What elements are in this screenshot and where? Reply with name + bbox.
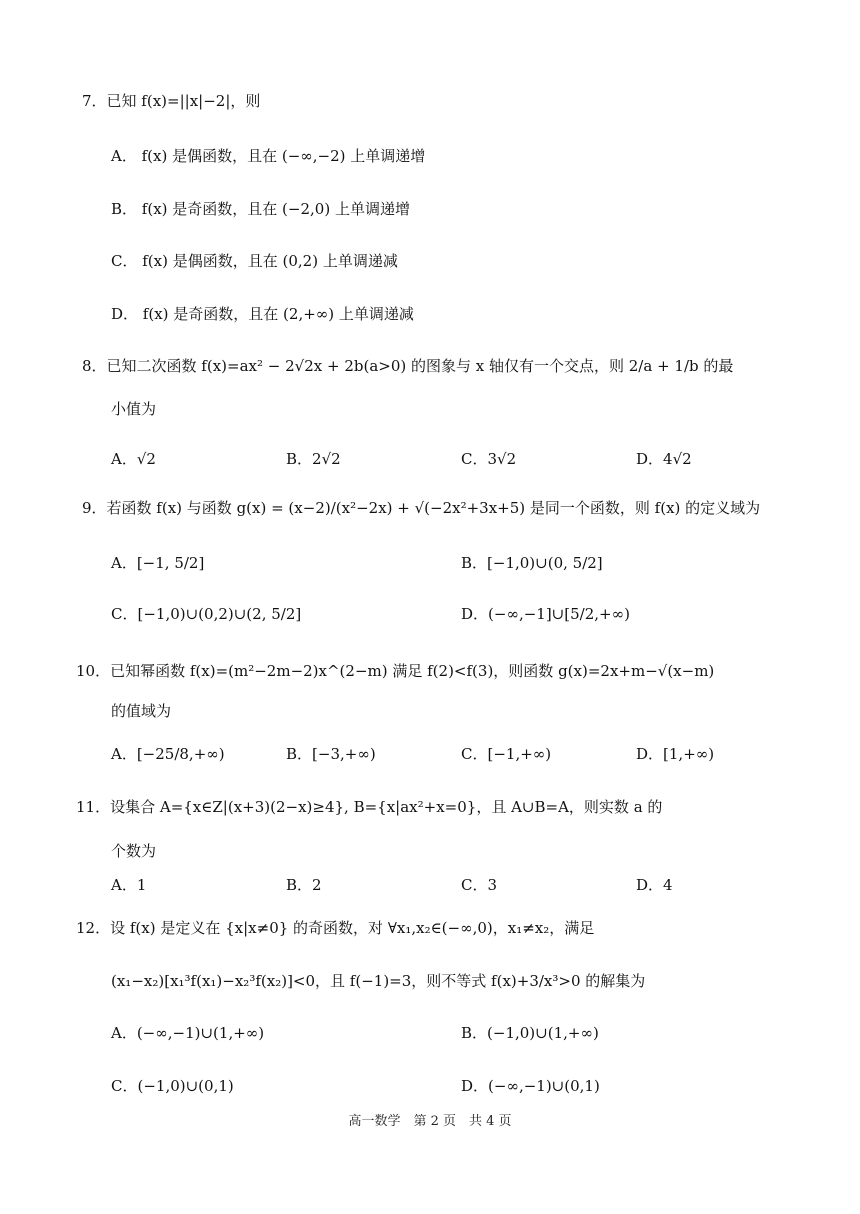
question-8-stem-continued: 小值为 [111, 400, 157, 418]
question-12-option-c: C．(−1,0)∪(0,1) [111, 1077, 234, 1095]
question-12-option-d: D．(−∞,−1)∪(0,1) [461, 1077, 600, 1095]
question-12-option-b: B．(−1,0)∪(1,+∞) [461, 1024, 599, 1042]
question-9-stem: 9．若函数 f(x) 与函数 g(x) = (x−2)/(x²−2x) + √(−2x²+3x+5) 是同一个函数，则 f(x) 的定义域为 [82, 499, 761, 517]
question-9-option-a: A．[−1, 5/2] [111, 554, 205, 572]
question-7-option-a: A． f(x) 是偶函数，且在 (−∞,−2) 上单调递增 [111, 147, 426, 165]
question-11-stem-continued: 个数为 [111, 842, 157, 860]
question-10-option-d: D．[1,+∞) [636, 745, 715, 763]
question-10-option-b: B．[−3,+∞) [286, 745, 376, 763]
question-11-option-c: C．3 [461, 876, 498, 894]
question-12-option-a: A．(−∞,−1)∪(1,+∞) [111, 1024, 265, 1042]
question-12-stem-continued: (x₁−x₂)[x₁³f(x₁)−x₂³f(x₂)]<0，且 f(−1)=3，则不等式 f(x)+3/x³>0 的解集为 [111, 972, 646, 990]
question-12-stem: 12．设 f(x) 是定义在 {x|x≠0} 的奇函数，对 ∀x₁,x₂∈(−∞,0)，x₁≠x₂，满足 [76, 919, 595, 937]
question-9-option-d: D．(−∞,−1]∪[5/2,+∞) [461, 605, 630, 623]
page-footer: 高一数学 第 2 页 共 4 页 [348, 1114, 512, 1129]
question-11-stem: 11．设集合 A={x∈Z|(x+3)(2−x)≥4}, B={x|ax²+x=0}，且 A∪B=A，则实数 a 的 [76, 798, 663, 816]
question-11-option-a: A．1 [111, 876, 147, 894]
question-8-option-b: B．2√2 [286, 450, 341, 468]
question-7-option-b: B． f(x) 是奇函数，且在 (−2,0) 上单调递增 [111, 200, 410, 218]
question-7-option-d: D． f(x) 是奇函数，且在 (2,+∞) 上单调递减 [111, 305, 414, 323]
question-8-option-d: D．4√2 [636, 450, 692, 468]
question-9-option-c: C．[−1,0)∪(0,2)∪(2, 5/2] [111, 605, 302, 623]
question-8-option-a: A．√2 [111, 450, 156, 468]
question-7-option-c: C． f(x) 是偶函数，且在 (0,2) 上单调递减 [111, 252, 398, 270]
question-8-stem: 8．已知二次函数 f(x)=ax² − 2√2x + 2b(a>0) 的图象与 x 轴仅有一个交点，则 2/a + 1/b 的最 [82, 357, 734, 375]
question-11-option-b: B．2 [286, 876, 322, 894]
question-9-option-b: B．[−1,0)∪(0, 5/2] [461, 554, 603, 572]
question-8-option-c: C．3√2 [461, 450, 517, 468]
question-10-option-c: C．[−1,+∞) [461, 745, 552, 763]
question-10-option-a: A．[−25/8,+∞) [111, 745, 225, 763]
question-11-option-d: D．4 [636, 876, 673, 894]
question-7-stem: 7．已知 f(x)=||x|−2|，则 [82, 92, 261, 110]
question-10-stem-continued: 的值域为 [111, 702, 172, 720]
question-10-stem: 10．已知幂函数 f(x)=(m²−2m−2)x^(2−m) 满足 f(2)<f(3)，则函数 g(x)=2x+m−√(x−m) [76, 662, 715, 680]
